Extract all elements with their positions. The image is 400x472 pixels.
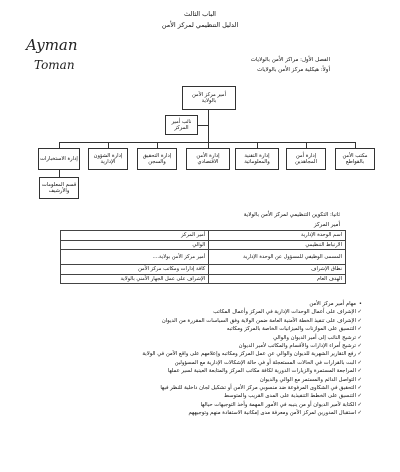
- org-box-department: إدارة التحقيق والسجن: [137, 148, 177, 170]
- section-2-title: ثانيا: التكوين التنظيمي لمركز الأمن بالولاية: [243, 212, 340, 218]
- list-item: ✓التنسيق على الخطط التنفيذية على المدى القريب والمتوسط: [224, 393, 362, 400]
- table-cell-value: أمير المركز: [61, 231, 209, 241]
- table-cell-label: الارتباط التنظيمي: [209, 240, 346, 250]
- list-item: ✓استقبال المدورين لمركز الأمن ومعرفة مدى إمكانية الاستفادة منهم وتوجيههم: [188, 410, 362, 417]
- checkmark-icon: ✓: [357, 393, 362, 400]
- table-row: [61, 250, 346, 265]
- list-item: ✓ترشيح النائب إلى أمير الديوان والوالي: [273, 334, 362, 341]
- section-2-item-1: أمير المركز: [314, 222, 340, 228]
- signature-line-1: Ayman: [26, 36, 78, 54]
- table-cell-value: أمير مركز الأمن بولاية....: [61, 250, 209, 265]
- org-box-department: إدارة الأمن الاقتصادي: [186, 148, 230, 170]
- section-1-title: الفصل الأول: مراكز الأمن بالولايات: [250, 57, 330, 63]
- org-box-department: إدارة أمن المجاهدين: [286, 148, 326, 170]
- table-cell-value: الوالي: [61, 240, 209, 250]
- list-item: ✓رفع التقارير الشهرية للديوان والوالي عن عمل المركز ومكاتبه وإعلامهم على واقع الأمن في الولاية: [142, 351, 362, 358]
- checkmark-icon: ✓: [357, 326, 362, 333]
- org-box-sub-unit: قسم المعلومات والأرشيف: [39, 177, 79, 199]
- org-box-department: إدارة الشؤون الإدارية: [88, 148, 128, 170]
- section-1-subtitle: أولاً: هيكلية مركز الأمن بالولايات: [257, 67, 330, 73]
- bullet-dot-icon: •: [358, 301, 362, 307]
- list-item: ✓الإشراف على أعمال الوحدات الإدارية في المركز وأعمال المكاتب: [213, 309, 362, 316]
- list-item: ✓الإشراف على تنفيذ الخطة الأمنية العامة ضمن الولاية وفق السياسات المقررة من الديوان: [161, 317, 362, 324]
- tasks-heading: •مهام أمير مركز الأمن: [309, 301, 362, 307]
- table-row: [61, 240, 346, 250]
- signature-line-2: Toman: [34, 58, 75, 72]
- checkmark-icon: ✓: [357, 385, 362, 392]
- table-row: [61, 274, 346, 284]
- table-row: [61, 265, 346, 275]
- checkmark-icon: ✓: [357, 309, 362, 316]
- chapter-subtitle: الدليل التنظيمي لمركز الأمن: [161, 21, 239, 29]
- table-cell-label: نطاق الإشراف: [209, 265, 346, 275]
- org-box-deputy: نائب أمير المركز: [165, 115, 198, 135]
- checkmark-icon: ✓: [357, 343, 362, 350]
- list-item: ✓التواصل الدائم والمستمر مع الوالي والديوان: [259, 376, 362, 383]
- checkmark-icon: ✓: [357, 401, 362, 408]
- table-cell-value: الإشراف على عمل الجهاز الأمني بالولاية: [61, 274, 209, 284]
- list-item: ✓التحقيق في الشكاوى المرفوعة ضد منسوبي مركز الأمن أو تشكيل لجان داخلية للنظر فيها: [160, 385, 362, 392]
- list-item: ✓المراجعة المستمرة والزيارات الدورية لكافة مكاتب المركز والمتابعة العينية لسير عملها: [167, 368, 362, 375]
- connector-vertical-main: [208, 110, 209, 142]
- connector-sub-unit: [59, 170, 60, 177]
- org-box-department: إدارة الاستخبارات: [38, 148, 80, 170]
- checkmark-icon: ✓: [357, 351, 362, 358]
- table-cell-label: الهدف العام: [209, 274, 346, 284]
- list-item: ✓الكتابة لأمير الديوان أو من ينيبه في الأمور المهمة وأخذ التوجيهات حيالها: [200, 401, 362, 408]
- chapter-title: الباب الثالث: [183, 10, 216, 18]
- checkmark-icon: ✓: [357, 359, 362, 366]
- checkmark-icon: ✓: [357, 376, 362, 383]
- table-row: [61, 231, 346, 241]
- tasks-list: [42, 300, 362, 418]
- org-box-department: إدارة التقنية والمعلوماتية: [235, 148, 279, 170]
- list-item: ✓البت بالقرارات في الحالات المستعجلة أو في حالة الإشكالات الإدارية مع المسؤولين: [174, 359, 362, 366]
- list-item: ✓التنسيق على الموازنات والميزانيات الخاصة بالمركز ومكاتبه: [226, 326, 362, 333]
- list-item: ✓ترشيح أمراء الإدارات والأقسام والمكاتب لأمير الديوان: [238, 343, 362, 350]
- org-box-top: أمير مركز الأمن بالولاية: [182, 86, 236, 110]
- table-cell-label: المسمى الوظيفي للمسؤول عن الوحدة الإدارية: [209, 250, 346, 265]
- unit-info-table: [60, 230, 346, 284]
- table-cell-label: اسم الوحدة الإدارية: [209, 231, 346, 241]
- checkmark-icon: ✓: [357, 317, 362, 324]
- connector-horizontal: [59, 142, 355, 143]
- checkmark-icon: ✓: [357, 410, 362, 417]
- org-box-department: مكتب الأمن بالقواطع: [335, 148, 375, 170]
- checkmark-icon: ✓: [357, 334, 362, 341]
- checkmark-icon: ✓: [357, 368, 362, 375]
- table-cell-value: كافة إدارات ومكاتب مركز الأمن: [61, 265, 209, 275]
- connector-deputy: [198, 125, 208, 126]
